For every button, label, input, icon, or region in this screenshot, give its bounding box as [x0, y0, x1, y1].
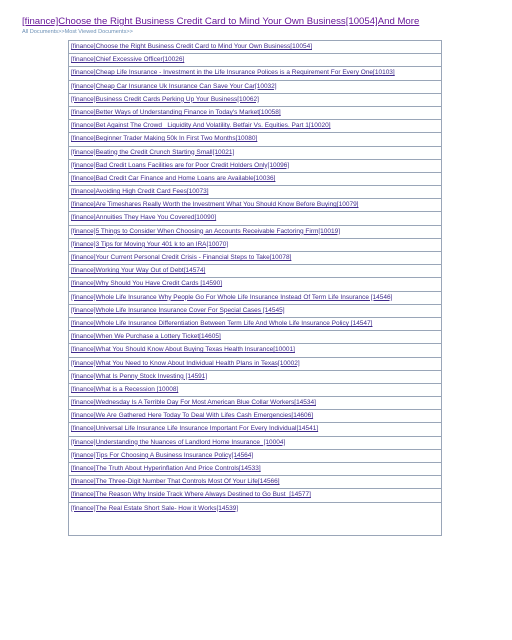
list-item — [69, 318, 441, 331]
document-link[interactable]: [finance]Cheap Car Insurance Uk Insurance Can Save Your Car[10032] — [71, 82, 277, 90]
list-item — [69, 186, 441, 199]
document-link[interactable]: [finance]The Reason Why Inside Track Where Always Destined to Go Bust_[14577] — [71, 491, 311, 499]
list-item — [69, 199, 441, 212]
list-item — [69, 344, 441, 357]
list-item — [69, 476, 441, 489]
document-link[interactable]: [finance]Whole Life Insurance Why People Go For Whole Life Insurance Instead Of Term Life Insurance [14546] — [71, 293, 393, 301]
list-item — [69, 437, 441, 450]
document-link[interactable]: [finance]5 Things to Consider When Choosing an Accounts Receivable Factoring Firm[10019] — [71, 227, 341, 235]
document-link[interactable]: [finance]The Real Estate Short Sale- How it Works[14539] — [71, 504, 239, 512]
breadcrumb-trail: >> — [126, 29, 133, 35]
document-link[interactable]: [finance]What You Need to Know About Individual Health Plans in Texas[10002] — [71, 359, 300, 367]
list-item — [69, 278, 441, 291]
list-item — [69, 147, 441, 160]
document-link[interactable]: [finance]Cheap Life Insurance - Investment in the Life Insurance Polices is a Requirement For Every One[10103] — [71, 69, 395, 77]
list-item — [69, 252, 441, 265]
list-item — [69, 463, 441, 476]
page-title[interactable]: [finance]Choose the Right Business Credit Card to Mind Your Own Business[10054]And More — [22, 16, 420, 27]
list-item — [69, 239, 441, 252]
document-link[interactable]: [finance]Bet Against The Crowd_ Liquidity And Volatility. Betfair Vs. Equities. Part 1[10020] — [71, 122, 331, 130]
list-item — [69, 133, 441, 146]
document-link[interactable]: [finance]Better Ways of Understanding Finance in Today's Market[10058] — [71, 108, 281, 116]
list-item — [69, 358, 441, 371]
document-link[interactable]: [finance]Annuities They Have You Covered[10090] — [71, 214, 217, 222]
document-link[interactable]: [finance]Understanding the Nuances of Landlord Home Insurance_[10004] — [71, 438, 286, 446]
list-item — [69, 41, 441, 54]
list-item — [69, 173, 441, 186]
document-link[interactable]: [finance]Are Timeshares Really Worth the Investment What You Should Know Before Buying[10079] — [71, 201, 359, 209]
breadcrumb-all-documents[interactable]: All Documents — [22, 29, 59, 35]
list-item — [69, 81, 441, 94]
document-link[interactable]: [finance]When We Purchase a Lottery Ticket[14605] — [71, 333, 221, 341]
document-list — [68, 40, 442, 536]
document-link[interactable]: [finance]What You Should Know About Buying Texas Health Insurance[10001] — [71, 346, 295, 354]
list-item — [69, 94, 441, 107]
document-link[interactable]: [finance]Your Current Personal Credit Crisis - Financial Steps to Take[10078] — [71, 254, 292, 261]
document-link[interactable]: [finance]Working Your Way Out of Debt[14574] — [71, 267, 206, 275]
document-link[interactable]: [finance]Wednesday Is A Terrible Day For Most American Blue Collar Workers[14534] — [71, 399, 316, 407]
document-link[interactable]: [finance]Bad Credit Car Finance and Home Loans are Available[10036] — [71, 174, 276, 182]
list-item — [69, 371, 441, 384]
list-item — [69, 384, 441, 397]
document-link[interactable]: [finance]Beating the Credit Crunch Starting Small[10021] — [71, 148, 235, 156]
list-item — [69, 292, 441, 305]
breadcrumb-separator: >> — [58, 29, 65, 35]
document-link[interactable]: [finance]Avoiding High Credit Card Fees[10073] — [71, 188, 209, 196]
list-item — [69, 489, 441, 502]
document-link[interactable]: [finance]What is a Recession [10008] — [71, 385, 179, 393]
list-item — [69, 410, 441, 423]
document-link[interactable]: [finance]3 Tips for Moving Your 401 k to an IRA[10070] — [71, 240, 229, 248]
list-item — [69, 120, 441, 133]
document-link[interactable]: [finance]Whole Life Insurance Insurance Cover For Special Cases [14545] — [71, 306, 285, 314]
document-link[interactable]: [finance]What Is Penny Stock Investing [14591] — [71, 372, 208, 380]
document-link[interactable]: [finance]Chief Excessive Officer[10026] — [71, 56, 185, 64]
list-item — [69, 503, 441, 516]
document-link[interactable]: [finance]Universal Life Insurance Life Insurance Important For Every Individual[14541] — [71, 425, 319, 433]
breadcrumb — [22, 28, 502, 36]
breadcrumb-most-viewed[interactable]: Most Viewed Documents — [64, 29, 127, 35]
document-link[interactable]: [finance]Beginner Trader Making 50k In First Two Months[10080] — [71, 135, 258, 143]
list-item — [69, 265, 441, 278]
list-item — [69, 107, 441, 120]
document-link[interactable]: [finance]Choose the Right Business Credit Card to Mind Your Own Business[10054] — [71, 43, 312, 50]
list-item — [69, 212, 441, 225]
list-item — [69, 54, 441, 67]
document-link[interactable]: [finance]Why Should You Have Credit Cards [14590] — [71, 280, 223, 288]
list-item — [69, 450, 441, 463]
list-item — [69, 331, 441, 344]
list-item — [69, 397, 441, 410]
document-link[interactable]: [finance]Business Credit Cards Perking Up Your Business[10062] — [71, 95, 259, 103]
list-item — [69, 160, 441, 173]
list-item — [69, 423, 441, 436]
document-link[interactable]: [finance]Bad Credit Loans Facilities are for Poor Credit Holders Only[10096] — [71, 161, 290, 169]
list-item — [69, 67, 441, 80]
document-link[interactable]: [finance]The Truth About Hyperinflation And Price Controls[14533] — [71, 465, 261, 472]
document-link[interactable]: [finance]Tips For Choosing A Business Insurance Policy[14564] — [71, 451, 254, 459]
document-link[interactable]: [finance]Whole Life Insurance Differentiation Between Term Life And Whole Life Insurance Policy [14547] — [71, 319, 373, 327]
list-item — [69, 226, 441, 239]
document-link[interactable]: [finance]We Are Gathered Here Today To Deal With Lifes Cash Emergencies[14606] — [71, 412, 314, 420]
document-link[interactable]: [finance]The Three-Digit Number That Controls Most Of Your Life[14566] — [71, 478, 280, 486]
list-item — [69, 305, 441, 318]
